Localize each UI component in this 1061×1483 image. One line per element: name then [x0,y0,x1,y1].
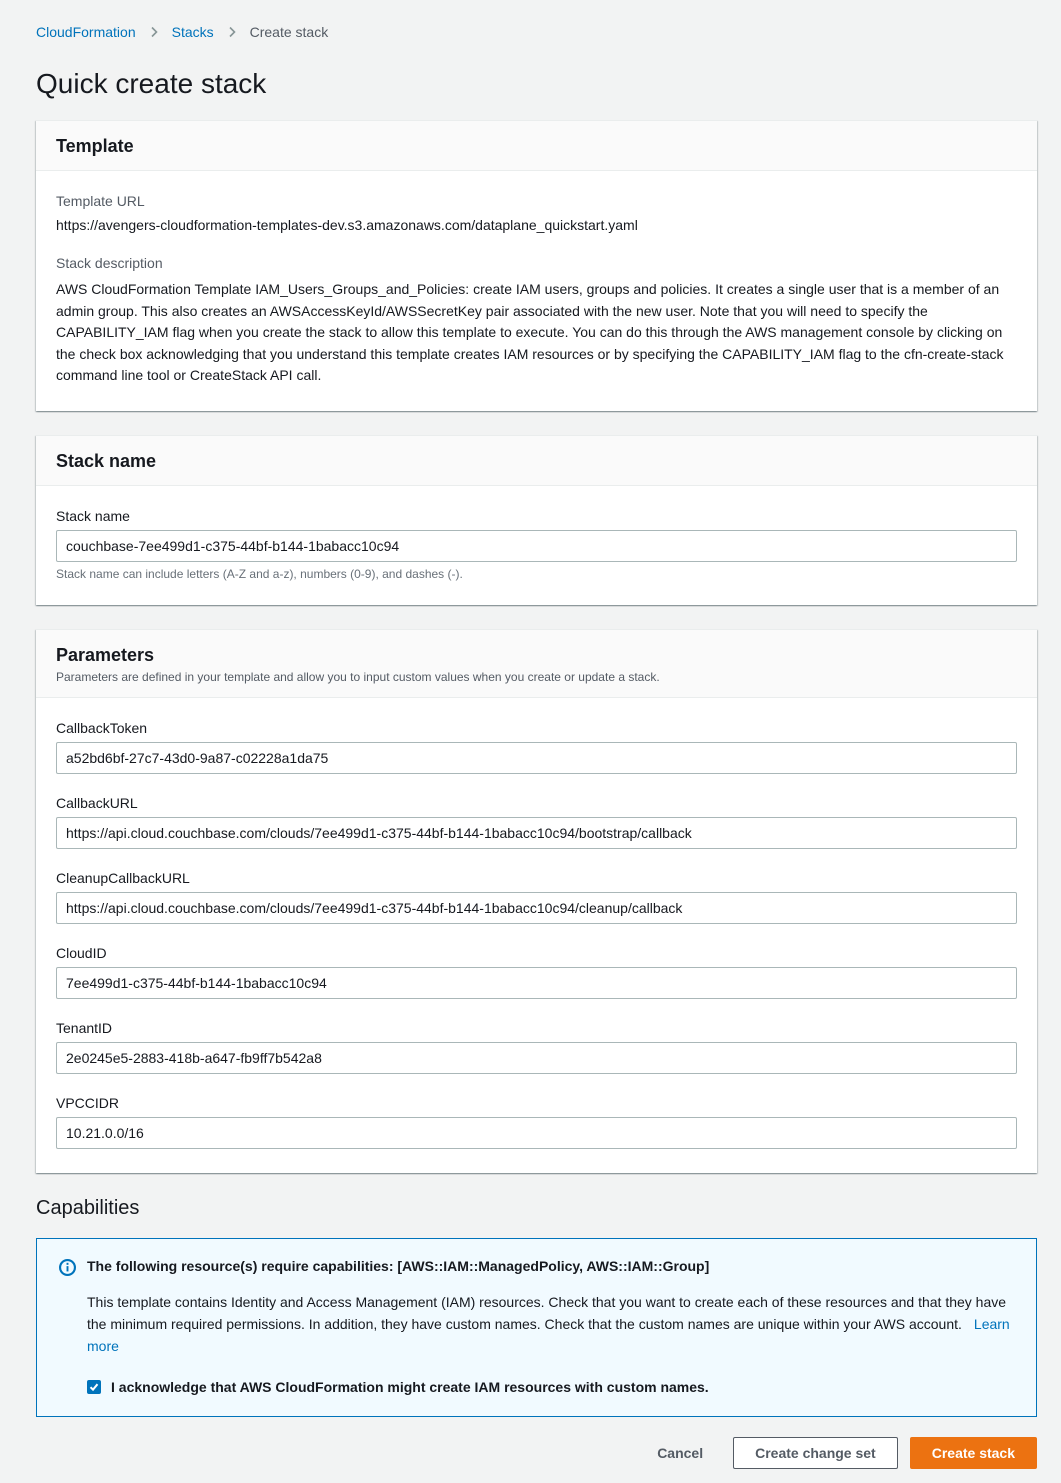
acknowledge-label: I acknowledge that AWS CloudFormation might create IAM resources with custom names. [111,1378,709,1395]
template-section-title: Template [56,136,134,156]
parameter-field-cloudid [56,945,1017,999]
cleanupcallbackurl-input[interactable] [56,892,1017,924]
breadcrumb [36,24,1037,40]
breadcrumb-link-stacks[interactable]: Stacks [171,24,214,40]
breadcrumb-link-cloudformation[interactable]: CloudFormation [36,24,136,40]
stack-name-input[interactable] [56,530,1017,562]
parameter-label: CleanupCallbackURL [56,869,190,886]
check-icon [89,1382,99,1392]
parameter-label: CallbackToken [56,719,148,736]
stack-name-section-title: Stack name [56,450,157,471]
stack-description-value: AWS CloudFormation Template IAM_Users_Groups_and_Policies: create IAM users, groups and policies. It creates a single user that is a member of an admin group. This also creates an AWSAccessKeyId/AWSSecretKey pair associated with the new user. Note that you will need to specify the CAPABILITY_IAM flag when you create the stack to allow this template to execute. You can do this through the AWS management console by clicking on the check box acknowledging that you understand this template creates IAM resources or by specifying the CAPABILITY_IAM flag to the cfn-create-stack command line tool or CreateStack API call. [56,281,1004,383]
callbacktoken-input[interactable] [56,742,1017,774]
template-url-label: Template URL [56,193,145,209]
capabilities-alert-content [87,1258,1016,1395]
page-title: Quick create stack [36,68,267,99]
template-section [36,120,1037,411]
page-container [36,0,1037,1483]
breadcrumb-current: Create stack [249,24,329,40]
parameter-label: VPCCIDR [56,1094,120,1111]
parameters-section [36,629,1037,1173]
parameters-section-title: Parameters [56,644,155,665]
capabilities-alert-text: This template contains Identity and Access Management (IAM) resources. Check that you want to create each of these resources and that they have the minimum required permissions. In addition, they have custom names. Check that the custom names are unique within your AWS account. [87,1293,1007,1332]
parameter-label: CallbackURL [56,794,138,811]
create-change-set-button[interactable]: Create change set [733,1437,898,1469]
stack-name-help-text: Stack name can include letters (A-Z and a-z), numbers (0-9), and dashes (-). [56,566,463,581]
parameter-label: CloudID [56,944,107,961]
parameter-field-cleanupcallbackurl [56,870,1017,924]
template-url-value: https://avengers-cloudformation-templates-dev.s3.amazonaws.com/dataplane_quickstart.yaml [56,217,638,233]
chevron-right-icon [224,24,240,40]
tenantid-input[interactable] [56,1042,1017,1074]
cloudid-input[interactable] [56,967,1017,999]
stack-name-label: Stack name [56,507,130,524]
parameters-section-header [36,630,1037,698]
actions-bar [36,1437,1037,1483]
stack-name-section-header [36,436,1037,486]
stack-description-label: Stack description [56,255,163,271]
template-section-header [36,121,1037,171]
parameter-field-callbackurl [56,795,1017,849]
capabilities-alert-heading: The following resource(s) require capabilities: [AWS::IAM::ManagedPolicy, AWS::IAM::Group] [87,1257,710,1274]
callbackurl-input[interactable] [56,817,1017,849]
parameter-label: TenantID [56,1019,113,1036]
info-icon [59,1258,76,1395]
stack-name-section [36,435,1037,605]
parameter-field-tenantid [56,1020,1017,1074]
stack-name-section-body [36,486,1037,605]
parameters-section-description: Parameters are defined in your template and allow you to input custom values when you create or update a stack. [56,669,660,684]
acknowledge-row [87,1379,1016,1395]
parameters-section-body [36,698,1037,1173]
create-stack-button[interactable]: Create stack [910,1437,1037,1469]
capabilities-alert-body [87,1291,1016,1357]
parameter-field-callbacktoken [56,720,1017,774]
chevron-right-icon [146,24,162,40]
learn-more-link[interactable]: Learn more [87,1315,1010,1354]
parameter-field-vpccidr [56,1095,1017,1149]
acknowledge-checkbox[interactable] [87,1380,101,1394]
capabilities-alert [36,1238,1037,1417]
capabilities-title: Capabilities [36,1196,140,1219]
vpccidr-input[interactable] [56,1117,1017,1149]
template-section-body [36,171,1037,411]
cancel-button[interactable]: Cancel [639,1437,721,1469]
